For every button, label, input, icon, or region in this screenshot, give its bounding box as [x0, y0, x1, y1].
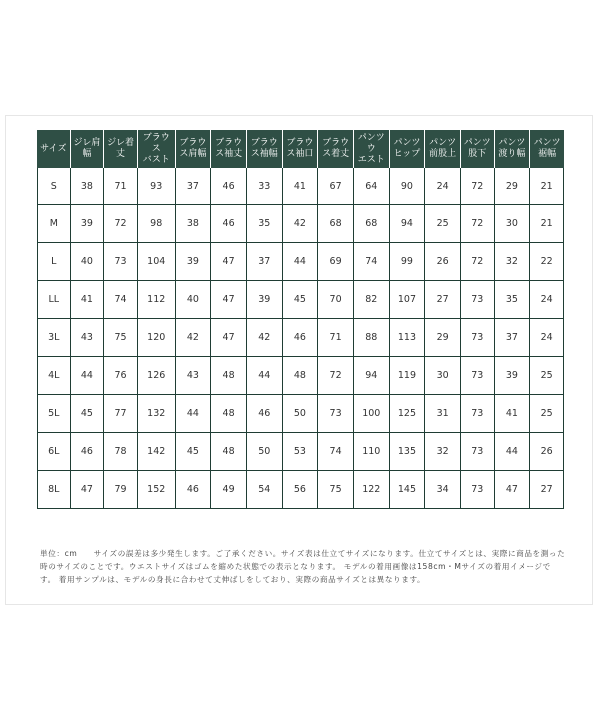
table-cell: 48	[211, 433, 247, 471]
table-cell: 68	[354, 205, 390, 243]
table-cell: 35	[495, 281, 531, 319]
table-cell: 142	[138, 433, 176, 471]
table-cell: 53	[283, 433, 319, 471]
table-cell: 73	[318, 395, 354, 433]
header-cell: パンツウ エスト	[354, 130, 390, 168]
table-row	[37, 319, 564, 357]
table-cell: 39	[176, 243, 212, 281]
table-cell: 26	[530, 433, 564, 471]
table-cell: 45	[71, 395, 105, 433]
table-cell: 29	[425, 319, 461, 357]
table-cell: 73	[461, 395, 495, 433]
table-cell: 46	[247, 395, 283, 433]
table-cell: 48	[211, 357, 247, 395]
table-cell: 25	[530, 395, 564, 433]
header-cell: ブラウ ス着丈	[318, 130, 354, 168]
table-cell: 104	[138, 243, 176, 281]
table-cell: 71	[318, 319, 354, 357]
table-cell: 82	[354, 281, 390, 319]
table-cell: 43	[176, 357, 212, 395]
table-row	[37, 433, 564, 471]
table-cell: 44	[283, 243, 319, 281]
table-cell: 100	[354, 395, 390, 433]
size-label-cell: S	[37, 168, 71, 205]
table-cell: 75	[318, 471, 354, 509]
header-cell: ブラウス バスト	[138, 130, 176, 168]
size-label-cell: 5L	[37, 395, 71, 433]
table-cell: 50	[247, 433, 283, 471]
table-cell: 73	[461, 433, 495, 471]
table-cell: 39	[495, 357, 531, 395]
table-cell: 76	[104, 357, 138, 395]
table-cell: 90	[390, 168, 426, 205]
header-cell: パンツ 股下	[461, 130, 495, 168]
table-cell: 39	[71, 205, 105, 243]
table-cell: 25	[530, 357, 564, 395]
table-row	[37, 395, 564, 433]
header-cell: パンツ 裾幅	[530, 130, 564, 168]
table-cell: 73	[461, 357, 495, 395]
header-cell: ジレ肩幅	[71, 130, 105, 168]
header-cell: パンツ ヒップ	[390, 130, 426, 168]
table-cell: 24	[530, 319, 564, 357]
table-cell: 21	[530, 205, 564, 243]
table-cell: 41	[283, 168, 319, 205]
size-label-cell: M	[37, 205, 71, 243]
table-cell: 34	[425, 471, 461, 509]
table-cell: 64	[354, 168, 390, 205]
table-cell: 30	[425, 357, 461, 395]
table-cell: 42	[247, 319, 283, 357]
table-cell: 71	[104, 168, 138, 205]
table-cell: 113	[390, 319, 426, 357]
header-cell: ブラウ ス袖丈	[211, 130, 247, 168]
table-row	[37, 168, 564, 205]
table-cell: 93	[138, 168, 176, 205]
table-cell: 47	[211, 281, 247, 319]
table-cell: 37	[247, 243, 283, 281]
header-cell: サイズ	[37, 130, 71, 168]
table-cell: 40	[176, 281, 212, 319]
table-cell: 48	[283, 357, 319, 395]
table-cell: 74	[104, 281, 138, 319]
size-label-cell: 8L	[37, 471, 71, 509]
table-cell: 38	[71, 168, 105, 205]
table-cell: 49	[211, 471, 247, 509]
table-cell: 78	[104, 433, 138, 471]
table-cell: 94	[390, 205, 426, 243]
table-cell: 46	[211, 205, 247, 243]
table-cell: 72	[104, 205, 138, 243]
table-cell: 21	[530, 168, 564, 205]
table-cell: 56	[283, 471, 319, 509]
header-row	[37, 130, 564, 168]
table-cell: 75	[104, 319, 138, 357]
table-cell: 44	[176, 395, 212, 433]
table-cell: 88	[354, 319, 390, 357]
table-cell: 99	[390, 243, 426, 281]
table-cell: 46	[71, 433, 105, 471]
table-cell: 125	[390, 395, 426, 433]
table-cell: 27	[530, 471, 564, 509]
table-cell: 44	[495, 433, 531, 471]
table-cell: 39	[247, 281, 283, 319]
table-cell: 50	[283, 395, 319, 433]
table-cell: 72	[461, 168, 495, 205]
table-row	[37, 281, 564, 319]
table-cell: 72	[318, 357, 354, 395]
table-cell: 132	[138, 395, 176, 433]
table-cell: 73	[461, 281, 495, 319]
table-cell: 24	[530, 281, 564, 319]
table-cell: 48	[211, 395, 247, 433]
size-table	[37, 130, 564, 509]
table-cell: 35	[247, 205, 283, 243]
table-cell: 152	[138, 471, 176, 509]
table-cell: 74	[318, 433, 354, 471]
table-cell: 47	[211, 319, 247, 357]
table-cell: 32	[495, 243, 531, 281]
table-cell: 135	[390, 433, 426, 471]
table-cell: 110	[354, 433, 390, 471]
table-cell: 24	[425, 168, 461, 205]
table-cell: 41	[71, 281, 105, 319]
size-label-cell: L	[37, 243, 71, 281]
table-cell: 41	[495, 395, 531, 433]
table-cell: 44	[71, 357, 105, 395]
table-cell: 30	[495, 205, 531, 243]
table-cell: 33	[247, 168, 283, 205]
table-row	[37, 243, 564, 281]
table-cell: 74	[354, 243, 390, 281]
table-cell: 42	[176, 319, 212, 357]
header-cell: パンツ 渡り幅	[495, 130, 531, 168]
table-cell: 120	[138, 319, 176, 357]
header-cell: ブラウ ス袖口	[283, 130, 319, 168]
table-cell: 46	[176, 471, 212, 509]
table-cell: 107	[390, 281, 426, 319]
size-note: 単位：cm サイズの誤差は多少発生します。ご了承ください。サイズ表は仕立てサイズになります。仕立てサイズとは、実際に商品を測った時のサイズのことです。ウエストサイズはゴムを縮めた状態での表示となります。 モデルの着用画像は158cm・Mサイズの着用イメージです。 着用サンプルは、モデルの身長に合わせて丈伸ばしをしており、実際の商品サイズとは異なります。	[40, 549, 566, 584]
table-cell: 47	[71, 471, 105, 509]
size-label-cell: 4L	[37, 357, 71, 395]
table-cell: 47	[495, 471, 531, 509]
table-cell: 72	[461, 243, 495, 281]
table-cell: 69	[318, 243, 354, 281]
table-cell: 73	[461, 471, 495, 509]
table-cell: 145	[390, 471, 426, 509]
table-cell: 98	[138, 205, 176, 243]
header-cell: ジレ着丈	[104, 130, 138, 168]
table-cell: 45	[283, 281, 319, 319]
table-cell: 44	[247, 357, 283, 395]
table-cell: 27	[425, 281, 461, 319]
table-cell: 37	[495, 319, 531, 357]
table-cell: 73	[104, 243, 138, 281]
table-cell: 37	[176, 168, 212, 205]
table-cell: 79	[104, 471, 138, 509]
header-cell: ブラウ ス肩幅	[176, 130, 212, 168]
table-row	[37, 205, 564, 243]
table-cell: 67	[318, 168, 354, 205]
table-cell: 77	[104, 395, 138, 433]
table-row	[37, 471, 564, 509]
table-cell: 94	[354, 357, 390, 395]
table-cell: 68	[318, 205, 354, 243]
table-cell: 119	[390, 357, 426, 395]
table-cell: 122	[354, 471, 390, 509]
header-cell: ブラウ ス袖幅	[247, 130, 283, 168]
table-cell: 45	[176, 433, 212, 471]
table-cell: 42	[283, 205, 319, 243]
table-cell: 40	[71, 243, 105, 281]
size-label-cell: LL	[37, 281, 71, 319]
table-cell: 47	[211, 243, 247, 281]
table-cell: 26	[425, 243, 461, 281]
table-cell: 54	[247, 471, 283, 509]
table-cell: 22	[530, 243, 564, 281]
table-cell: 73	[461, 319, 495, 357]
table-cell: 46	[211, 168, 247, 205]
header-cell: パンツ 前股上	[425, 130, 461, 168]
table-cell: 25	[425, 205, 461, 243]
table-cell: 32	[425, 433, 461, 471]
table-cell: 46	[283, 319, 319, 357]
table-row	[37, 357, 564, 395]
table-cell: 29	[495, 168, 531, 205]
table-cell: 126	[138, 357, 176, 395]
table-cell: 72	[461, 205, 495, 243]
table-cell: 70	[318, 281, 354, 319]
table-cell: 43	[71, 319, 105, 357]
size-label-cell: 3L	[37, 319, 71, 357]
size-table-body	[37, 168, 564, 509]
table-cell: 112	[138, 281, 176, 319]
table-cell: 38	[176, 205, 212, 243]
size-label-cell: 6L	[37, 433, 71, 471]
table-cell: 31	[425, 395, 461, 433]
